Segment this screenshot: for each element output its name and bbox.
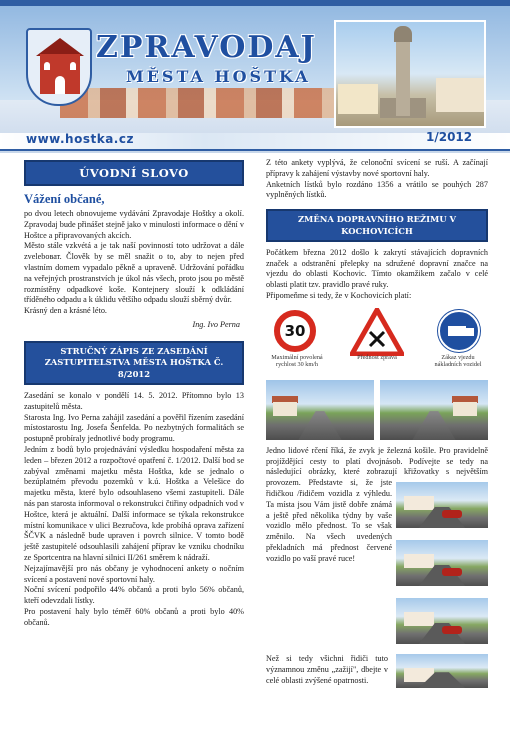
masthead-title-block: [96, 30, 328, 86]
intro-signature: Ing. Ivo Perna: [192, 319, 240, 329]
council-paragraph: Nejzajímavější pro nás občany je vyhodnocení ankety o nočním svícení a postavení nové sportovní haly.: [24, 563, 244, 584]
masthead-banner: [0, 0, 510, 153]
intro-paragraph: Město stále vzkvétá a je tak naší povinností toto udržovat a dále zveleboват. Člověk by se měl snažit o to, aby to nejen před vlastním domem vypadalo pěkně a upraveně. Udržování pořádku na veřejných prostranstvích je úkol nás všech, proto jsou po městě rozmístěny odpadkové koše. Kontejnery slouží k odkládání tříděného odpadu a k úklidu většího odpadu slouží sběrný dvůr.: [24, 241, 244, 305]
photo-wrap-area: [266, 446, 488, 686]
website-link[interactable]: www.hostka.cz: [26, 132, 134, 146]
traffic-paragraph: Počátkem března 2012 došlo k zakrytí stávajících dopravních značek a odstranění přelepky na sdružené dopravní značce na vjezdu do oblasti Kochovic. Tímto okamžikem začalo v celé oblasti platit tzv. pravidlo pravé ruky.: [266, 247, 488, 290]
column-shaft: [396, 36, 410, 116]
council-paragraph: Jedním z bodů bylo projednávání výsledku hospodaření města za leden – březen 2012 a rozpočtové opatření č. 1/2012. Další bod se zabýval změnami majetku města Hoštka, kde se jednalo o bezúplatném převodu pozemků v k.ú. Hoštka a Velešice do majetku města, které bylo odsouhlaseno všemi zastupiteli. Dále nás pan starosta informoval o rekonstrukci čtiřiny odpadních vod v Hoštce, která je aktuální. Další informace se týkala rekonstrukce místní komunikace v ulici Bezručova, kde probíhá oprava zařízení ŠČVK a následně bude upraven i povrch silnice. V tomto bodě ještě zastupitelé odsouhlasili zahájení příprav ke vzniku chodníku ze Sportcentra na hlavní silnici II/261 směrem k nádraží.: [24, 444, 244, 562]
intro-paragraph: Krásný den a krásné léto.: [24, 306, 107, 316]
newsletter-subtitle: MĚSTA HOŠTKA: [126, 67, 311, 86]
town-photo: [60, 88, 340, 118]
no-trucks-sign-icon: [438, 310, 480, 352]
left-column: [24, 160, 244, 629]
issue-number: 1/2012: [426, 130, 473, 144]
council-paragraph: Zasedání se konalo v pondělí 14. 5. 2012. Přítomno bylo 13 zastupitelů města.: [24, 391, 244, 411]
council-paragraph: Noční svícení podpořilo 44% občanů a proti bylo 56% občanů, kteří odevzdali lístky.: [24, 585, 244, 606]
truck-cab: [466, 328, 474, 336]
town-coat-of-arms-icon: [26, 28, 92, 106]
church-window: [70, 62, 76, 70]
survey-paragraph: Anketních lístků bylo rozdáno 1356 a vrátilo se pouhých 287 vyplněných lístků.: [266, 179, 488, 200]
photo-road: [298, 411, 341, 440]
photo-house: [436, 78, 486, 112]
intersection-photo: [266, 380, 374, 440]
church-window: [44, 62, 50, 70]
intro-heading: ÚVODNÍ SLOVO: [24, 160, 244, 186]
traffic-closing-paragraph: Než si tedy všichni řidiči tuto významnou změnu „zažijí", dbejte v celé oblasti zvýšené opatrnosti.: [266, 654, 388, 685]
survey-paragraph: Z této ankety vyplývá, že celonoční svícení se ruší. A začínají přípravy k zahájení výstavby nové sportovní haly.: [266, 158, 488, 178]
photo-house: [338, 84, 378, 114]
sign-caption: Zákaz vjezdu nákladních vozidel: [434, 353, 482, 368]
church-door: [55, 76, 65, 94]
wrap-spacer: [392, 514, 488, 724]
intersection-photos: [266, 380, 488, 440]
priority-right-sign-icon: [350, 308, 404, 356]
road-signs: [266, 308, 488, 376]
council-paragraph: Pro postavení haly bylo téměř 60% občanů a proti bylo 40% občanů.: [24, 606, 244, 627]
photo-house: [273, 402, 297, 416]
intro-greeting: Vážení občané,: [24, 192, 105, 206]
traffic-paragraph: Připomeňme si tedy, že v Kochovicích platí:: [266, 291, 412, 301]
council-heading: STRUČNÝ ZÁPIS ZE ZASEDÁNÍ ZASTUPITELSTVA MĚSTA HOŠTKA Č. 8/2012: [24, 341, 244, 385]
plague-column-photo: [334, 20, 486, 128]
intersection-photo: [380, 380, 488, 440]
sign-caption: Přednost zprava: [357, 353, 397, 361]
truck-body: [448, 326, 466, 336]
sign-caption: Maximální povolená rychlost 30 km/h: [271, 353, 323, 368]
photo-road: [412, 411, 455, 440]
speed-limit-sign-icon: 30: [274, 310, 316, 352]
traffic-heading: ZMĚNA DOPRAVNÍHO REŽIMU V KOCHOVICÍCH: [266, 209, 488, 242]
newsletter-title: ZPRAVODAJ: [96, 30, 317, 65]
council-paragraph: Starosta Ing. Ivo Perna zahájil zasedání a pověřil řízením zasedání místostarostu Ing. Josefa Šenfelda. Po nezbytných formalitách se postupně probíraly jednotlivé body programu.: [24, 412, 244, 444]
photo-house: [453, 402, 477, 416]
right-column: [266, 158, 488, 686]
column-statue: [394, 26, 412, 42]
top-stripe: [0, 0, 510, 6]
traffic-habit-paragraph: Jedno lidové rčení říká, že zvyk je železná košile. Pro pravidelně projíždějící cesty to platí dvojnásob. Podívejte se tedy na následující obrázky, které zobrazují křižovatky s největším provozem. Představte si, že jste řidičkou /řidičem vozidla z výhledu. Ta místa jsou Vám jistě dobře známá a ještě před několika týdny by vaše vozidlo mělo přednost. To se však změnilo. Na všech uvedených překladních má přednost červené vozidlo po vaší pravé ruce!: [266, 445, 488, 563]
intro-paragraph: po dvou letech obnovujeme vydávání Zpravodaje Hoštky a okolí. Zpravodaj bude přinášet stejně jako v minulosti informace o dění v Hoštce a připravovaných akcích.: [24, 209, 244, 240]
